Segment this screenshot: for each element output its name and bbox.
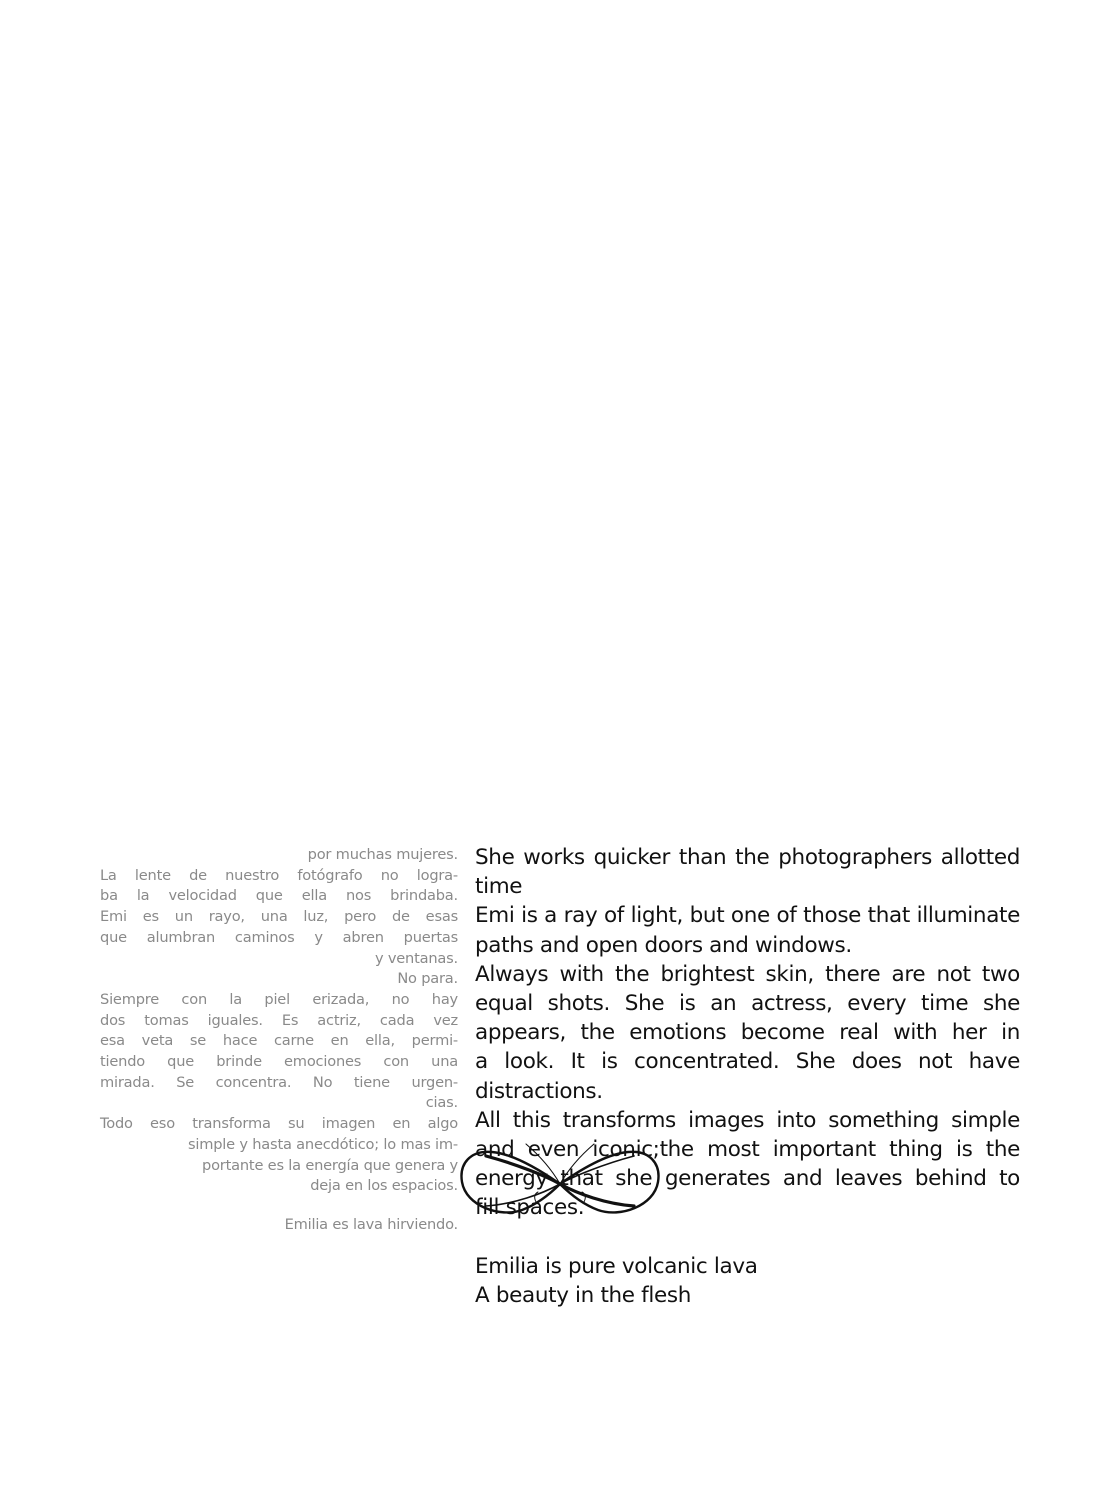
spanish-line: por muchas mujeres. <box>307 846 458 863</box>
spanish-line: portante es la energía que genera y <box>202 1156 458 1174</box>
english-text-column <box>475 843 1020 1310</box>
spanish-line: ba la velocidad que ella nos brindaba. <box>100 887 458 905</box>
spanish-line: esa veta se hace carne en ella, permi- <box>100 1032 458 1050</box>
paragraph-gap <box>100 1197 458 1215</box>
english-line: and even iconic;the most important thing is the <box>475 1137 1020 1163</box>
spanish-line: Todo eso transforma su imagen en algo <box>100 1115 458 1133</box>
infinity-butterfly-ornament-icon <box>456 1140 664 1224</box>
spanish-line: La lente de nuestro fotógrafo no logra- <box>100 866 458 884</box>
english-line: distractions. <box>475 1078 603 1104</box>
english-line: Always with the brightest skin, there are not two <box>475 961 1020 987</box>
english-line: She works quicker than the photographers allotted <box>475 845 1020 870</box>
english-line: equal shots. She is an actress, every time she <box>475 991 1020 1017</box>
spanish-line: que alumbran caminos y abren puertas <box>100 928 458 946</box>
spanish-line: tiendo que brinde emociones con una <box>100 1053 458 1071</box>
english-line: a look. It is concentrated. She does not have <box>475 1049 1020 1075</box>
english-line: fill spaces. <box>475 1195 585 1221</box>
spanish-line: Siempre con la piel erizada, no hay <box>100 990 458 1008</box>
english-line: paths and open doors and windows. <box>475 932 852 958</box>
spanish-line: y ventanas. <box>374 949 458 967</box>
english-line: energy that she generates and leaves behind to <box>475 1166 1020 1192</box>
spanish-line: mirada. Se concentra. No tiene urgen- <box>100 1073 458 1091</box>
english-line: time <box>475 874 523 900</box>
spanish-line: Emi es un rayo, una luz, pero de esas <box>100 908 458 926</box>
spanish-line: cias. <box>425 1094 458 1112</box>
english-line: appears, the emotions become real with her in <box>475 1020 1020 1046</box>
english-line: Emi is a ray of light, but one of those that illuminate <box>475 903 1020 929</box>
english-line: A beauty in the flesh <box>475 1282 692 1308</box>
spanish-line: dos tomas iguales. Es actriz, cada vez <box>100 1011 458 1029</box>
spanish-text-column <box>100 845 458 1236</box>
spanish-line: Emilia es lava hirviendo. <box>284 1215 458 1233</box>
english-line: Emilia is pure volcanic lava <box>475 1253 758 1279</box>
spanish-line: deja en los espacios. <box>310 1177 458 1195</box>
english-line: All this transforms images into something simple <box>475 1107 1020 1133</box>
spanish-line: No para. <box>397 970 458 988</box>
paragraph-gap <box>475 1223 1020 1252</box>
spanish-line: simple y hasta anecdótico; lo mas im- <box>187 1135 458 1153</box>
